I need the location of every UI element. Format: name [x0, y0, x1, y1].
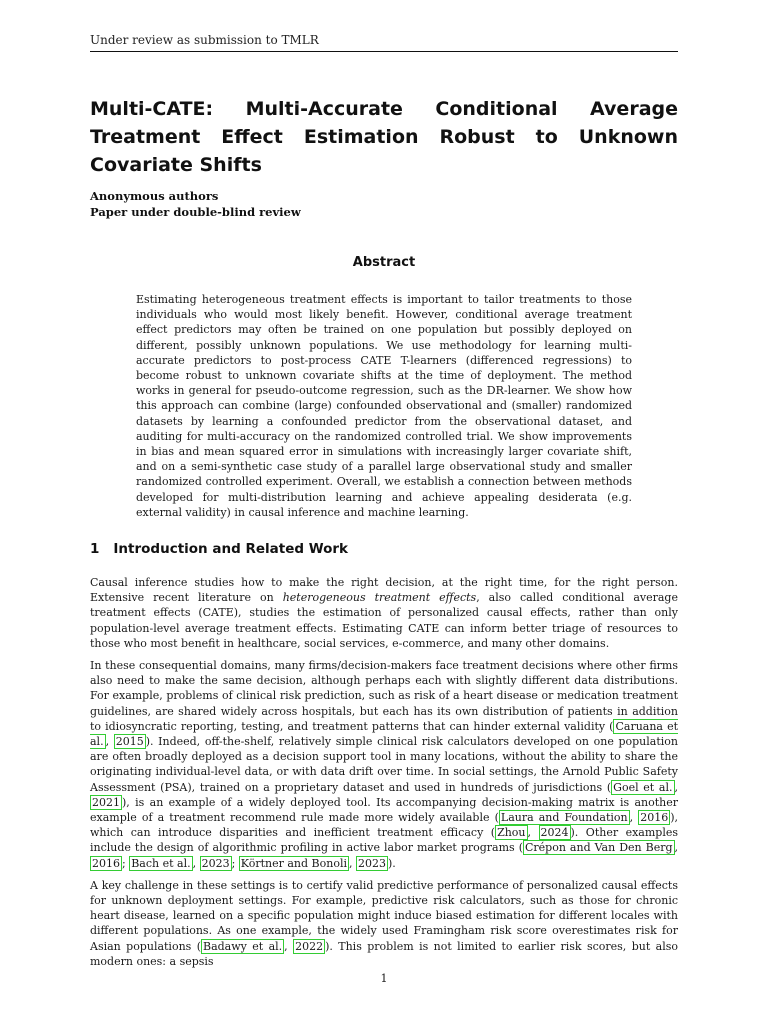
- text-run: ), is an example of a widely deployed tool. Its accompanying decision-making matrix is another example of a treatment recommend rule made more widely available (: [90, 795, 678, 825]
- header-rule: [90, 51, 678, 52]
- text-run: In these consequential domains, many firms/decision-makers face treatment decisions where other firms also need to make the same decision, although perhaps each with slightly different data distributions. For example, problems of clinical risk prediction, such as risk of a heart disease or medication treatment guidelines, are shared widely across hospitals, but each has its own distribution of patients in addition to idiosyncratic reporting, testing, and treatment patterns that can hinder external validity (: [90, 659, 678, 733]
- section-number: 1: [90, 541, 100, 557]
- text-run: ). Indeed, off-the-shelf, relatively simple clinical risk calculators developed on one population are often broadly deployed as a decision support tool in many locations, without the ability to share the originating individual-level data, or with data drift over time. In social settings, the Arnold Public Safety Assessment (PSA), trained on a proprietary dataset and used in hundreds of jurisdictions (: [90, 735, 678, 794]
- text-run: ,: [105, 735, 114, 749]
- author-line: Anonymous authors: [90, 189, 219, 203]
- text-run: , also called conditional average treatment effects (CATE), studies the estimation of personalized causal effects, rather than only population-level average treatment effects. Estimating CATE can inform better triage of resources to those who most benefit in healthcare, social services, e-commerce, and many other domains.: [90, 591, 678, 650]
- abstract-heading: Abstract: [352, 255, 416, 270]
- text-run: ,: [629, 811, 639, 825]
- citation-link[interactable]: Laura and Foundation: [500, 811, 628, 825]
- citation-link[interactable]: Körtner and Bonoli: [240, 856, 347, 870]
- citation-link[interactable]: Goel et al.: [613, 780, 673, 794]
- text-run: ,: [349, 856, 356, 870]
- paper-title: Multi-CATE: Multi-Accurate Conditional Average Treatment Effect Estimation Robust to Unknown Covariate Shifts: [90, 98, 678, 176]
- text-run: ). This problem is not limited to earlier risk scores, but also modern ones: a sepsis: [90, 939, 678, 968]
- paragraph-2: [90, 658, 678, 871]
- text-run: ). Other examples include the design of algorithmic profiling in active labor market programs (: [90, 826, 679, 855]
- citation-year-link[interactable]: 2022: [295, 939, 324, 953]
- citation-year-link[interactable]: 2016: [92, 856, 120, 870]
- citation-year-link[interactable]: 2023: [201, 856, 230, 870]
- section-body: [90, 575, 678, 976]
- running-head: Under review as submission to TMLR: [90, 33, 319, 47]
- citation-year-link[interactable]: 2021: [92, 795, 120, 809]
- section-heading: [90, 541, 348, 557]
- text-run: ,: [527, 826, 539, 840]
- paragraph-3: [90, 878, 678, 969]
- text-run: ,: [674, 780, 678, 794]
- text-run: ;: [231, 856, 239, 870]
- citation-link[interactable]: Crépon and Van Den Berg: [525, 841, 673, 855]
- text-run: ), which can introduce disparities and inefficient treatment efficacy (: [90, 811, 678, 840]
- text-run: ,: [284, 939, 294, 953]
- citation-link[interactable]: Caruana et al.: [90, 719, 678, 749]
- text-run: Causal inference studies how to make the right decision, at the right time, for the right person. Extensive recent literature on: [90, 576, 678, 605]
- text-run: ).: [388, 856, 396, 870]
- paragraph-1: [90, 575, 678, 651]
- section-title: Introduction and Related Work: [113, 541, 349, 557]
- citation-year-link[interactable]: 2015: [115, 735, 144, 749]
- author-block: [90, 188, 301, 220]
- citation-link[interactable]: Badawy et al.: [203, 939, 283, 953]
- text-run: ,: [674, 841, 678, 855]
- citation-year-link[interactable]: 2023: [358, 856, 386, 870]
- citation-year-link[interactable]: 2024: [540, 826, 569, 840]
- emphasis-term: heterogeneous treatment effects: [282, 591, 477, 605]
- citation-link[interactable]: Bach et al.: [131, 856, 191, 870]
- text-run: ;: [122, 856, 130, 870]
- abstract-text: Estimating heterogeneous treatment effects is important to tailor treatments to those individuals who would most likely benefit. However, conditional average treatment effect predictors may often be trained on one population but possibly deployed on different, possibly unknown populations. We use methodology for learning multi-accurate predictors to post-process CATE T-learners (differenced regressions) to become robust to unknown covariate shifts at the time of deployment. The method works in general for pseudo-outcome regression, such as the DR-learner. We show how this approach can combine (large) confounded observational and (smaller) randomized datasets by learning a confounded predictor from the observational dataset, and auditing for multi-accuracy on the randomized controlled trial. We show improvements in bias and mean squared error in simulations with increasingly larger covariate shift, and on a semi-synthetic case study of a parallel large observational study and smaller randomized controlled experiment. Overall, we establish a connection between methods developed for multi-distribution learning and achieve appealing desiderata (e.g. external validity) in causal inference and machine learning.: [136, 293, 632, 519]
- citation-link[interactable]: Zhou: [497, 826, 526, 840]
- citation-year-link[interactable]: 2016: [640, 811, 669, 825]
- page-number: 1: [380, 972, 388, 985]
- review-note: Paper under double-blind review: [90, 205, 301, 219]
- text-run: ,: [192, 856, 200, 870]
- text-run: A key challenge in these settings is to certify valid predictive performance of personalized causal effects for unknown deployment settings. For example, predictive risk calculators, such as those for chronic heart disease, learned on a specific population might induce biased estimation for different locales with different populations. As one example, the widely used Framingham risk score overestimates risk for Asian populations (: [90, 878, 678, 953]
